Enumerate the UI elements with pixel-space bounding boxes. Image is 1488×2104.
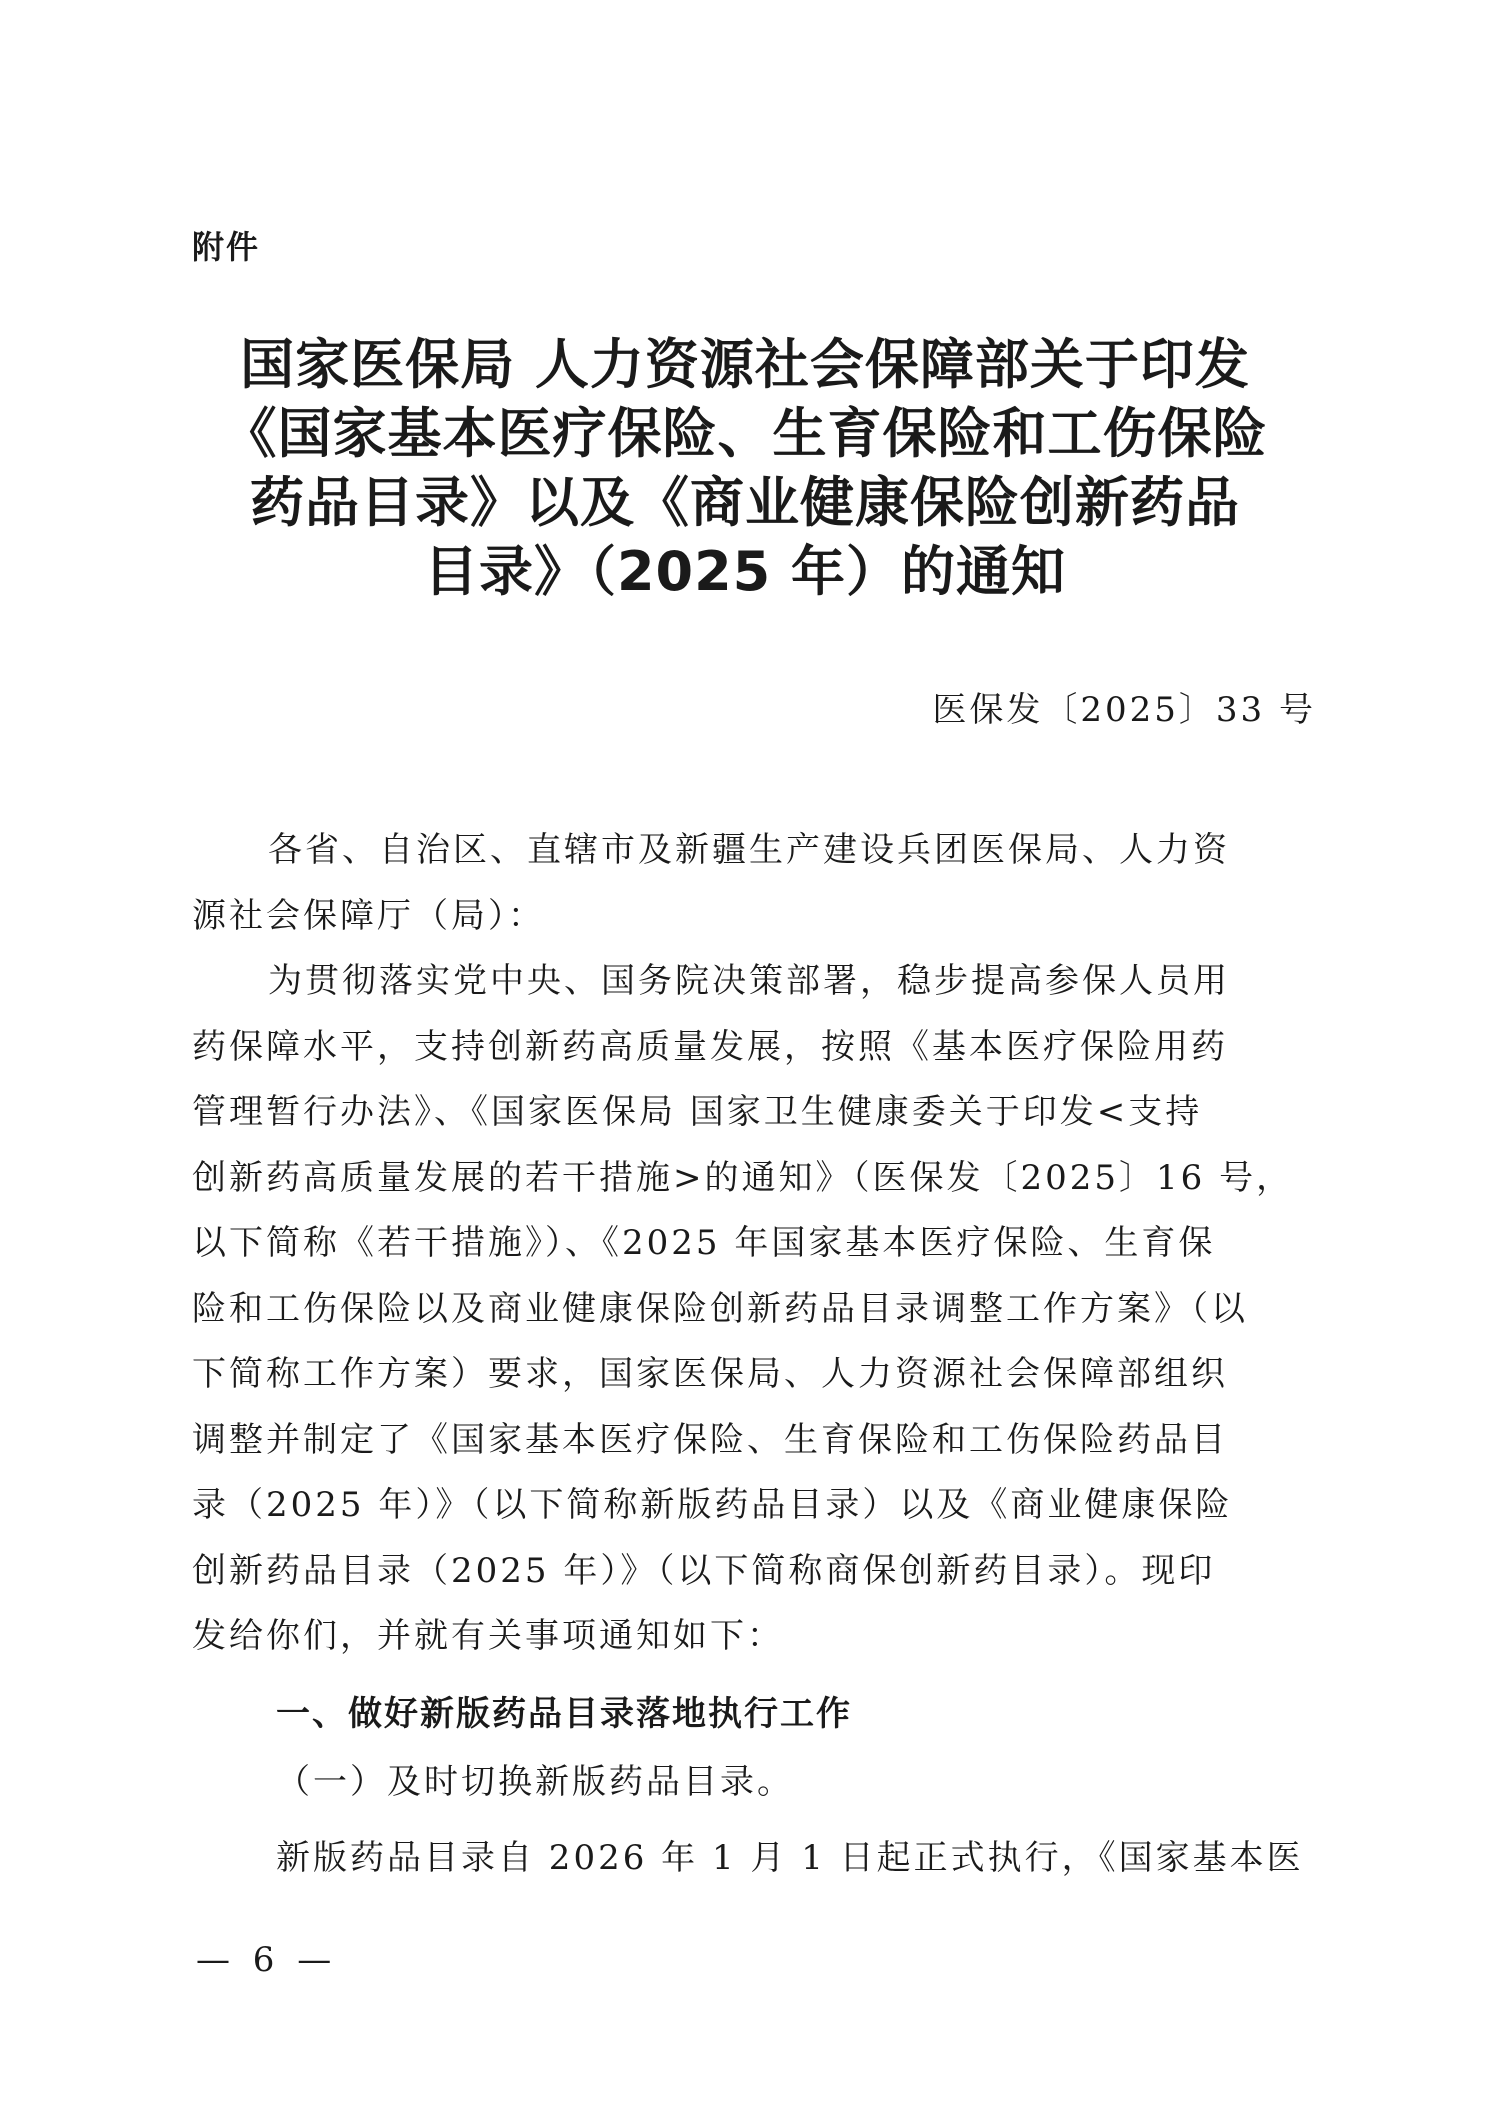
body-line: 为贯彻落实党中央、国务院决策部署，稳步提高参保人员用 bbox=[268, 961, 1230, 1001]
title-line: 药品目录》以及《商业健康保险创新药品 bbox=[250, 471, 1240, 534]
body-line: 新版药品目录自 2026 年 1 月 1 日起正式执行，《国家基本医 bbox=[276, 1838, 1304, 1878]
attachment-label: 附件 bbox=[192, 228, 261, 266]
body-line: 发给你们，并就有关事项通知如下： bbox=[192, 1616, 784, 1656]
body-line: 险和工伤保险以及商业健康保险创新药品目录调整工作方案》（以 bbox=[192, 1288, 1248, 1329]
subsection-heading: （一）及时切换新版药品目录。 bbox=[276, 1762, 794, 1802]
body-line: 创新药高质量发展的若干措施>的通知》（医保发〔2025〕16 号， bbox=[192, 1157, 1294, 1198]
body-line: 创新药品目录（2025 年）》（以下简称商保创新药目录）。现印 bbox=[192, 1550, 1216, 1591]
title-line: 目录》（2025 年）的通知 bbox=[423, 540, 1067, 603]
body-line: 以下简称《若干措施》）、《2025 年国家基本医疗保险、生育保 bbox=[192, 1223, 1216, 1263]
body-line: 下简称工作方案）要求，国家医保局、人力资源社会保障部组织 bbox=[192, 1354, 1228, 1394]
document-title bbox=[200, 330, 1290, 606]
body-line: 各省、自治区、直辖市及新疆生产建设兵团医保局、人力资 bbox=[268, 830, 1230, 870]
body-text bbox=[192, 818, 1318, 1670]
body-line: 药保障水平，支持创新药高质量发展，按照《基本医疗保险用药 bbox=[192, 1026, 1228, 1067]
body-line: 调整并制定了《国家基本医疗保险、生育保险和工伤保险药品目 bbox=[192, 1419, 1228, 1460]
section-heading: 一、做好新版药品目录落地执行工作 bbox=[276, 1694, 852, 1734]
title-line: 《国家基本医疗保险、生育保险和工伤保险 bbox=[222, 402, 1268, 465]
body-line: 录（2025 年）》（以下简称新版药品目录）以及《商业健康保险 bbox=[192, 1485, 1233, 1525]
body-line: 源社会保障厅（局）： bbox=[192, 895, 545, 936]
title-line: 国家医保局 人力资源社会保障部关于印发 bbox=[240, 333, 1250, 396]
page-number: — 6 — bbox=[196, 1940, 338, 1980]
body-line: 管理暂行办法》、《国家医保局 国家卫生健康委关于印发<支持 bbox=[192, 1092, 1203, 1132]
document-number: 医保发〔2025〕33 号 bbox=[932, 690, 1316, 730]
